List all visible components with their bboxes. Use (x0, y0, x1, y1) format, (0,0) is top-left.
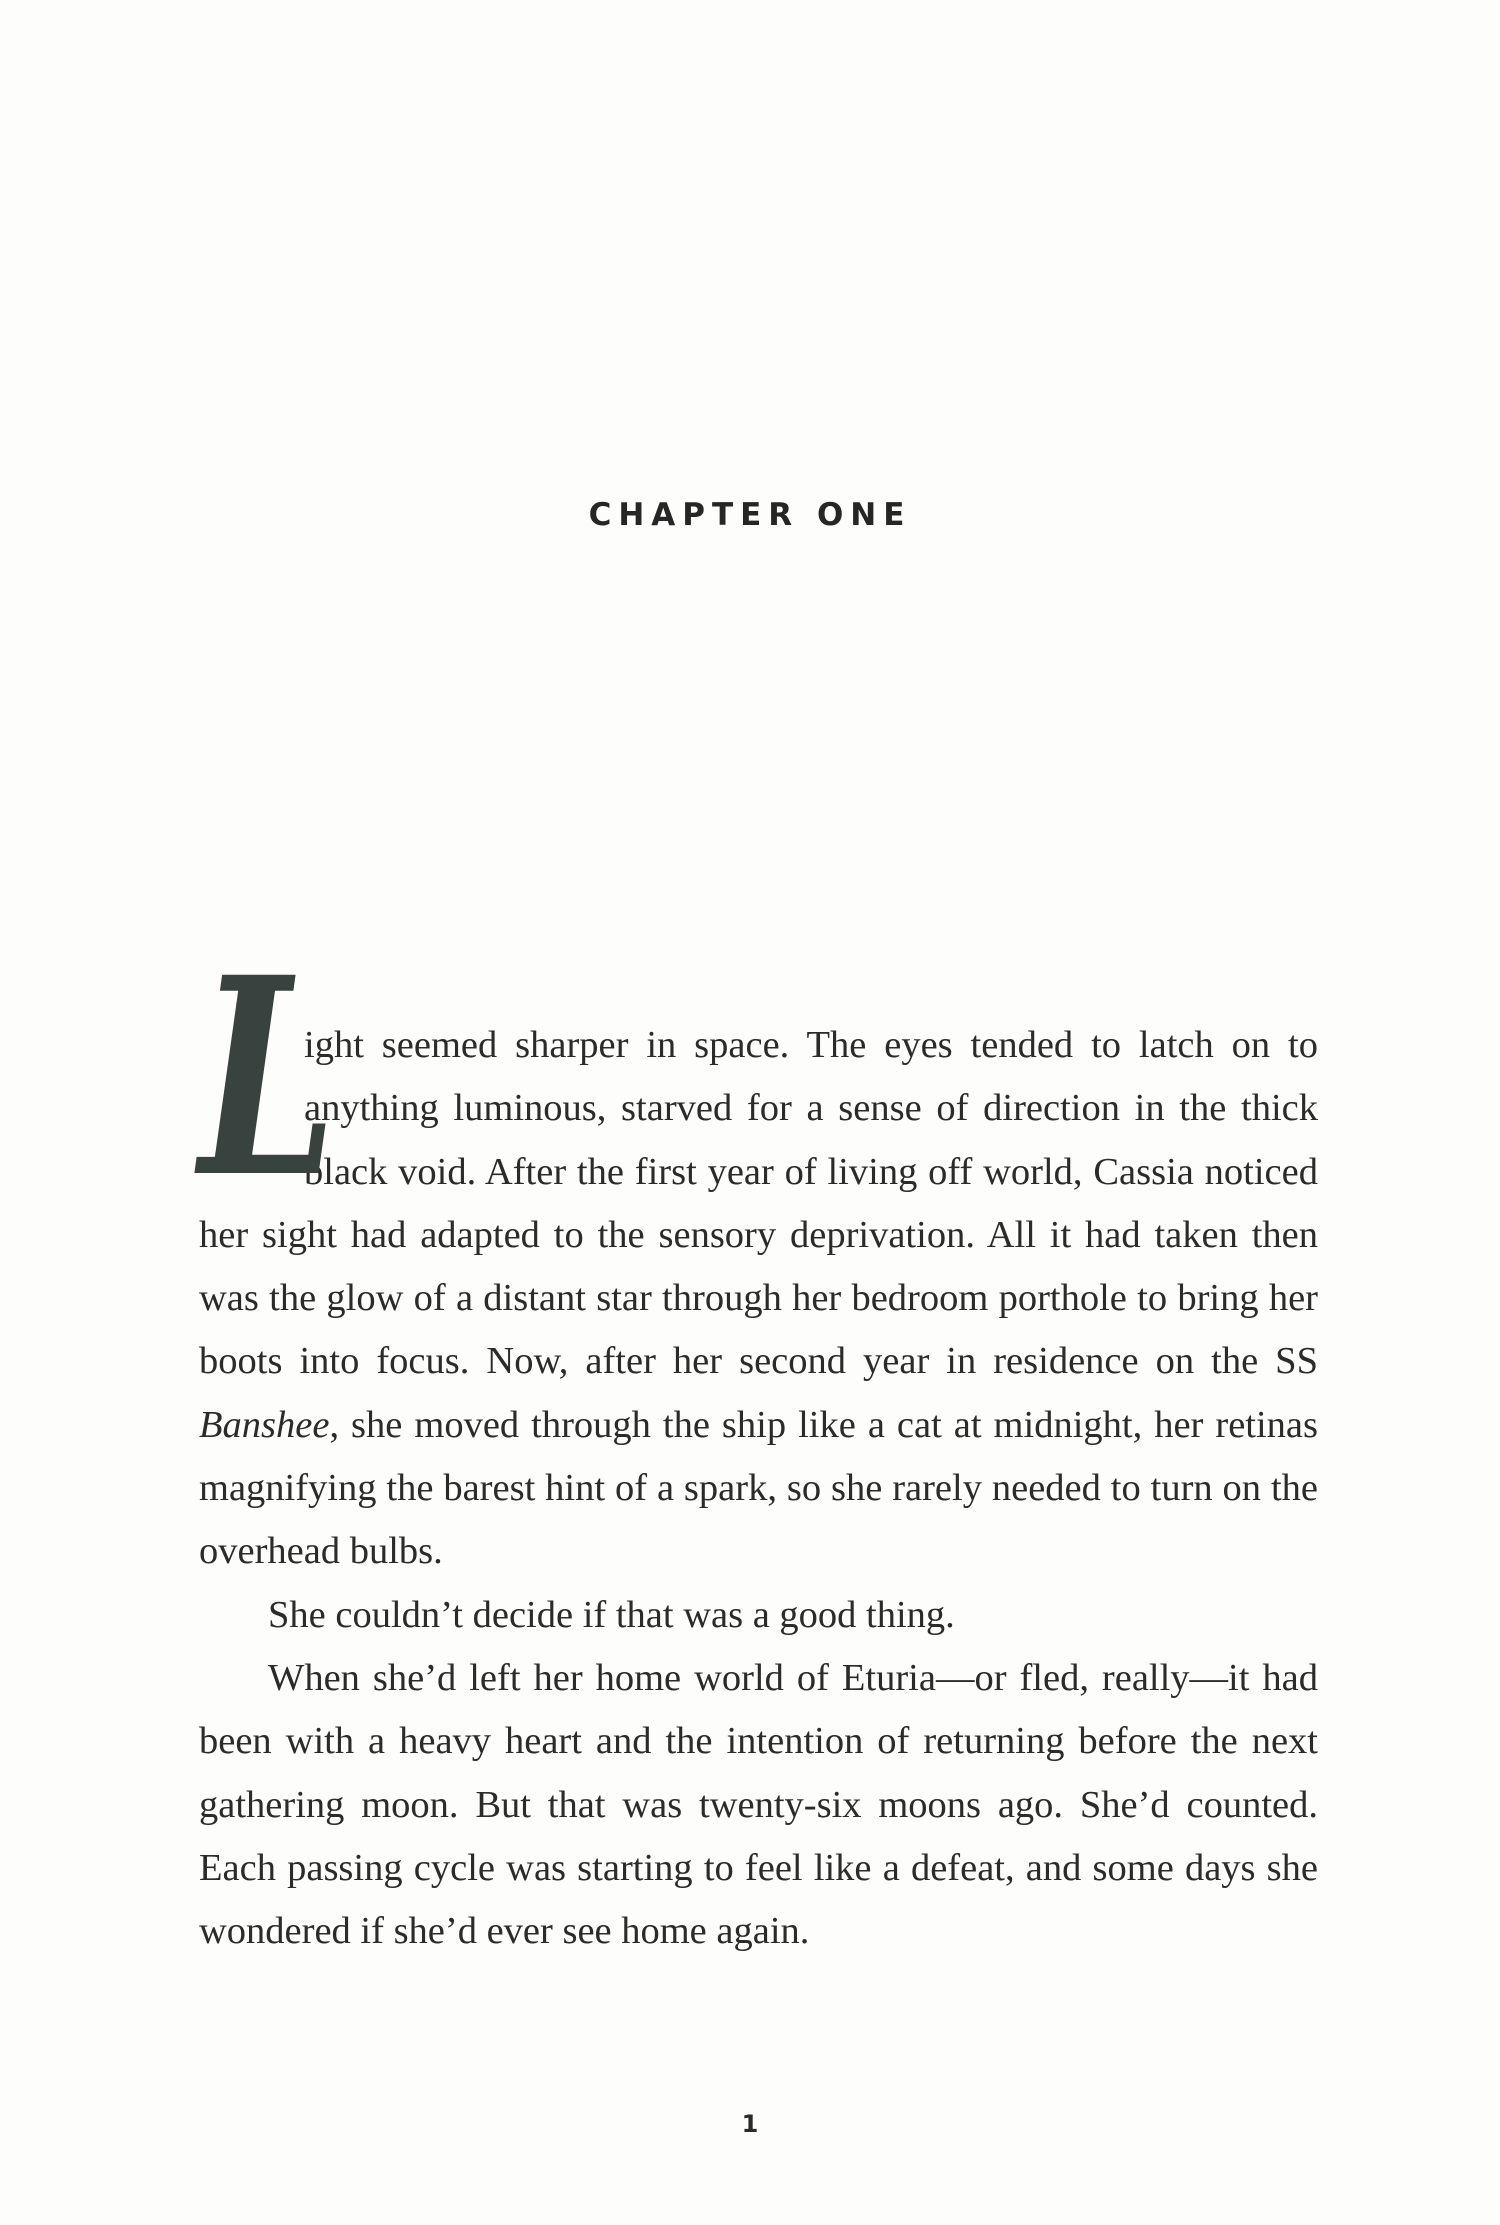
page-number: 1 (741, 2110, 759, 2138)
paragraph-1-text: ight seemed sharper in space. The eyes tended to latch on to anything luminous, starved for a sense of direction in the thick black void. After the first year of living off world, Cassia noticed her sight had adapted to the sensory deprivation. All it had taken then was the glow of a distant star through her bedroom porthole to bring her boots into focus. Now, after her second year in residence on the SS (199, 1024, 1318, 1383)
paragraph-3: When she’d left her home world of Eturia—or fled, really—it had been with a heavy heart and the intention of returning before the next gathering moon. But that was twenty-six moons ago. She’d counted. Each passing cycle was starting to feel like a defeat, and some days she wondered if she’d ever see home again. (199, 1656, 1318, 1953)
paragraph-1-text-end: , she moved through the ship like a cat at midnight, her retinas magnifying the barest hint of a spark, so she rarely needed to turn on the overhead bulbs. (199, 1403, 1318, 1573)
paragraph-1 (199, 919, 1318, 1584)
ship-name: Banshee (199, 1403, 330, 1446)
drop-cap: L (199, 919, 337, 1238)
chapter-heading: CHAPTER ONE (588, 497, 912, 533)
body-text (199, 919, 1318, 1963)
paragraph-2: She couldn’t decide if that was a good thing. (268, 1593, 955, 1636)
